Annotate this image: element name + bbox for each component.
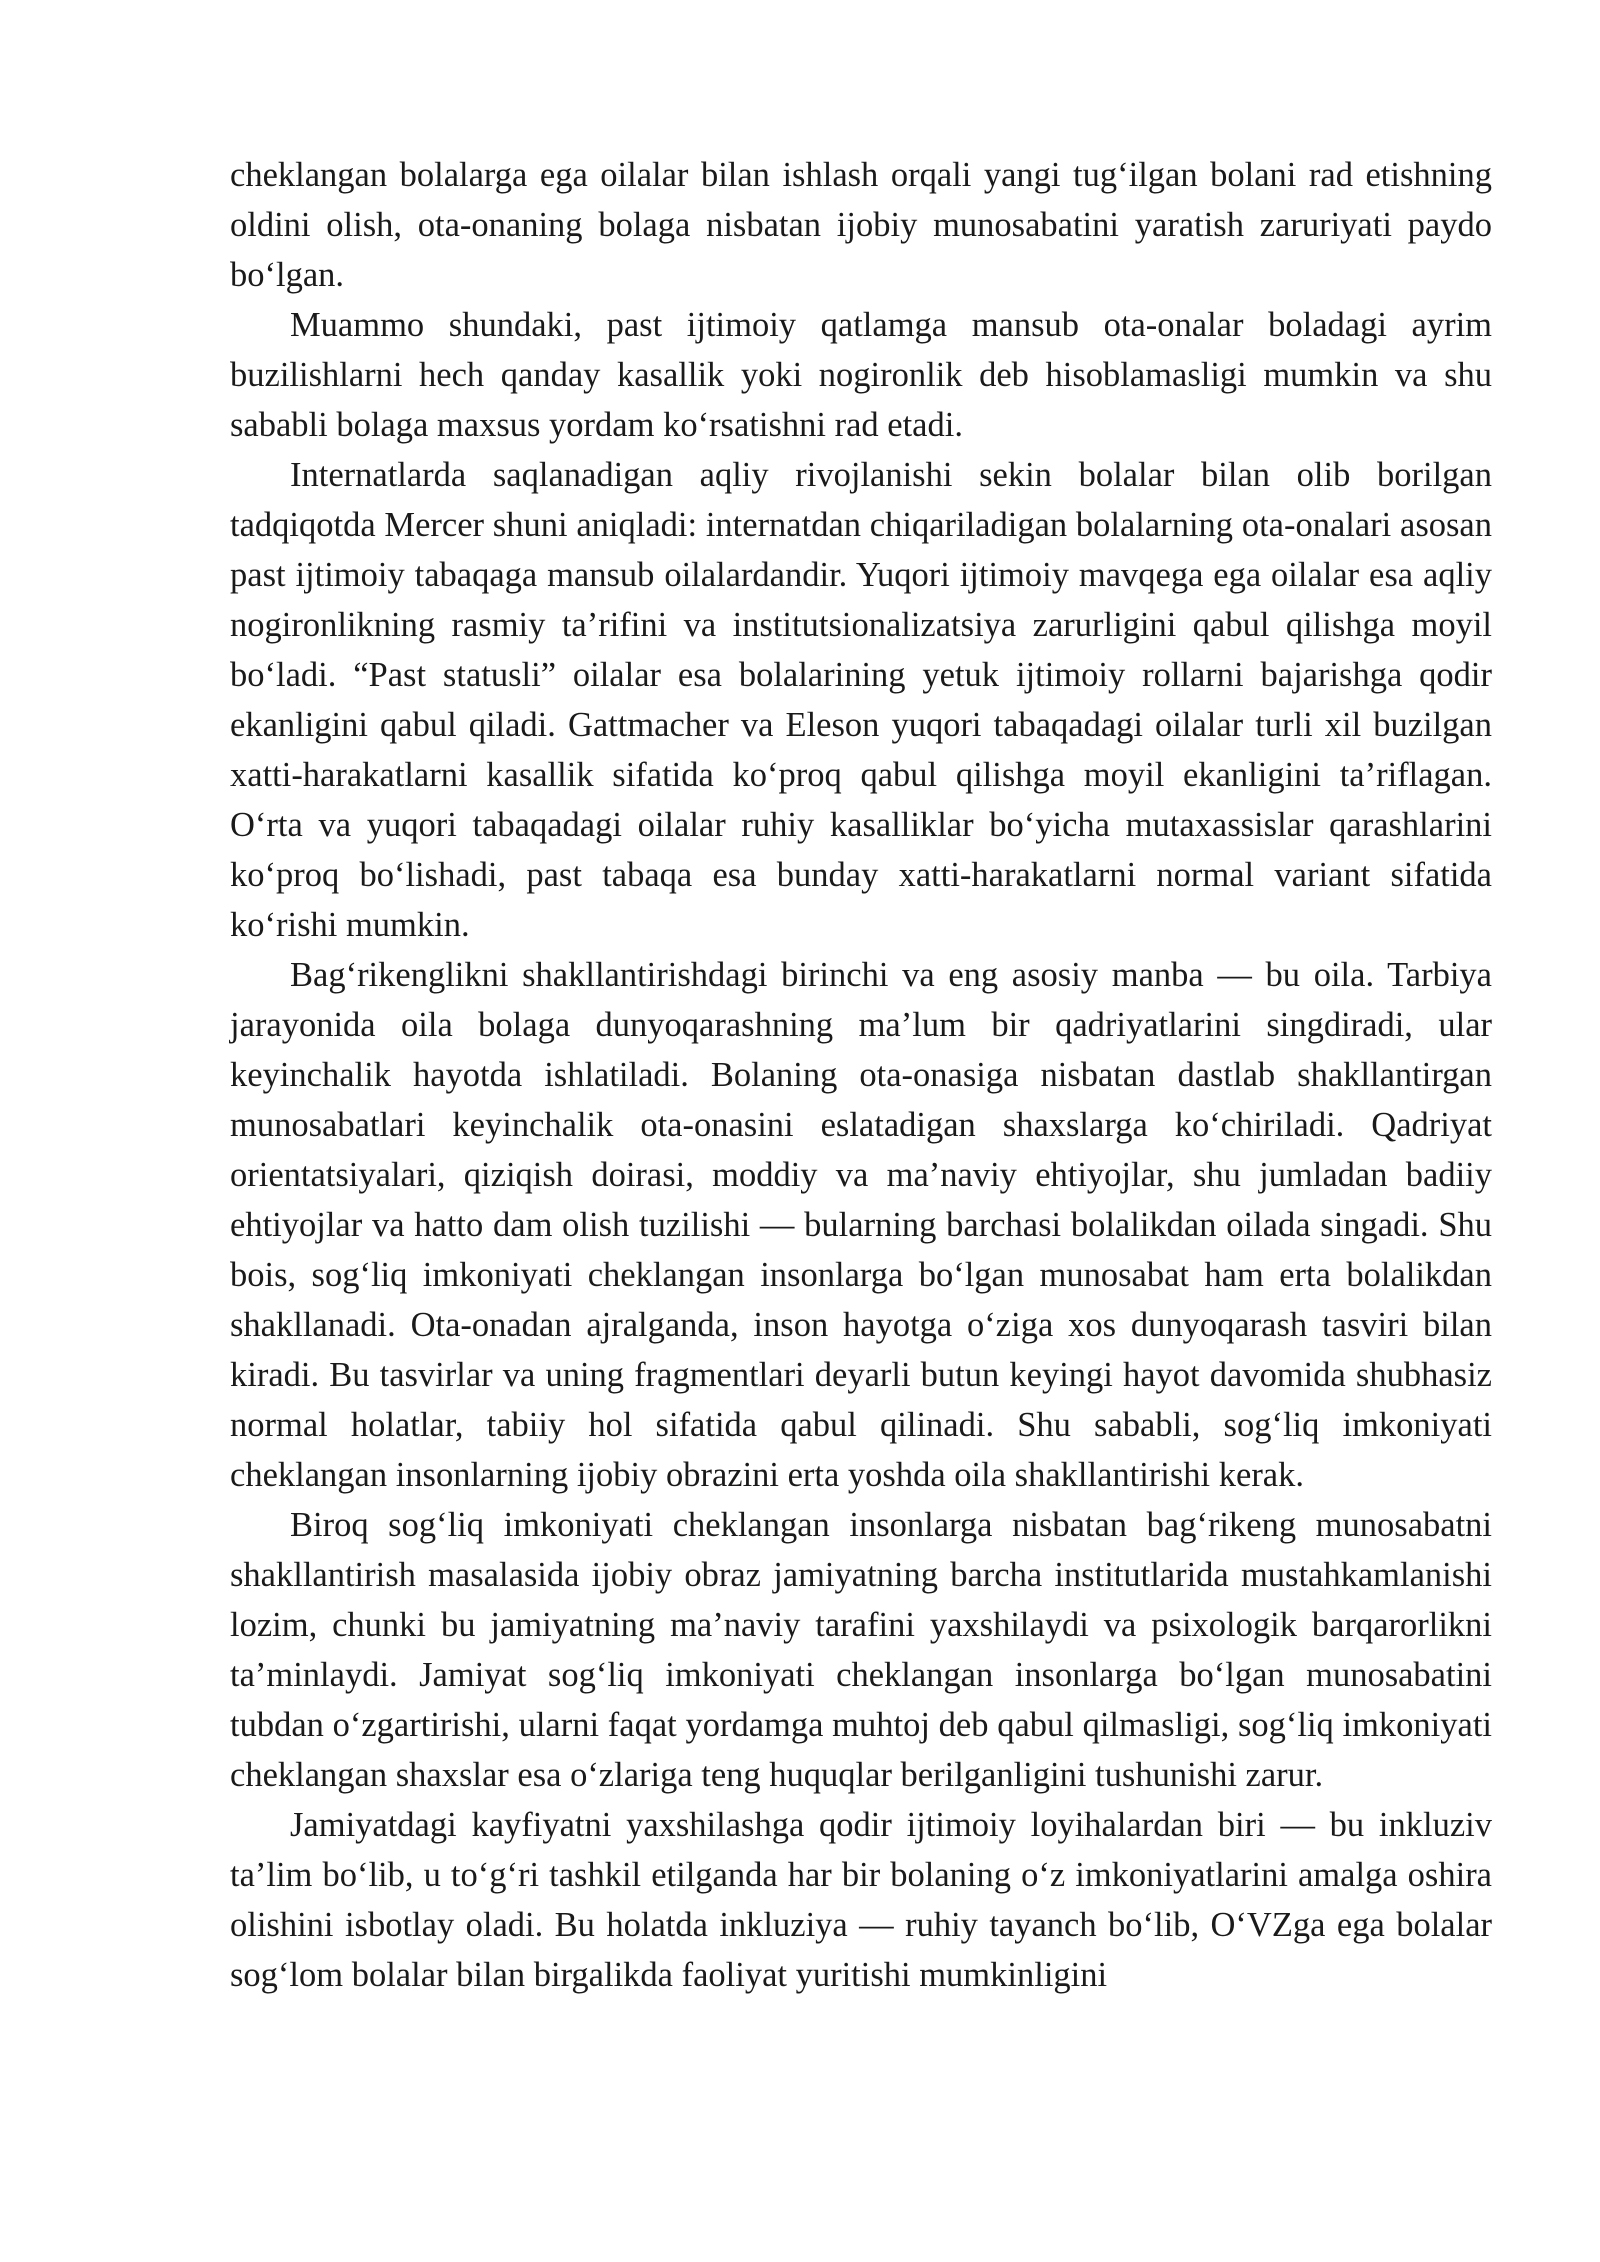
paragraph-1: cheklangan bolalarga ega oilalar bilan ishlash orqali yangi tug‘ilgan bolani rad etishning oldini olish, ota-onaning bolaga nisbatan ijobiy munosabatini yaratish zaruriyati paydo bo‘lgan. [230,156,1492,294]
document-page [230,150,1492,2000]
paragraph-2: Muammo shundaki, past ijtimoiy qatlamga mansub ota-onalar boladagi ayrim buzilishlarni hech qanday kasallik yoki nogironlik deb hisoblamasligi mumkin va shu sababli bolaga maxsus yordam ko‘rsatishni rad etadi. [230,306,1492,444]
paragraph-3: Internatlarda saqlanadigan aqliy rivojlanishi sekin bolalar bilan olib borilgan tadqiqotda Mercer shuni aniqladi: internatdan chiqariladigan bolalarning ota-onalari asosan past ijtimoiy tabaqaga mansub oilalardandir. Yuqori ijtimoiy mavqega ega oilalar esa aqliy nogironlikning rasmiy ta’rifini va institutsionalizatsiya zarurligini qabul qilishga moyil bo‘ladi. “Past statusli” oilalar esa bolalarining yetuk ijtimoiy rollarni bajarishga qodir ekanligini qabul qiladi. Gattmacher va Eleson yuqori tabaqadagi oilalar turli xil buzilgan xatti-harakatlarni kasallik sifatida ko‘proq qabul qilishga moyil ekanligini ta’riflagan. O‘rta va yuqori tabaqadagi oilalar ruhiy kasalliklar bo‘yicha mutaxassislar qarashlarini ko‘proq bo‘lishadi, past tabaqa esa bunday xatti-harakatlarni normal variant sifatida ko‘rishi mumkin. [230,456,1492,944]
paragraph-6: Jamiyatdagi kayfiyatni yaxshilashga qodir ijtimoiy loyihalardan biri — bu inkluziv ta’lim bo‘lib, u to‘g‘ri tashkil etilganda har bir bolaning o‘z imkoniyatlarini amalga oshira olishini isbotlay oladi. Bu holatda inkluziya — ruhiy tayanch bo‘lib, O‘VZga ega bolalar sog‘lom bolalar bilan birgalikda faoliyat yuritishi mumkinligini [230,1806,1492,1994]
paragraph-4: Bag‘rikenglikni shakllantirishdagi birinchi va eng asosiy manba — bu oila. Tarbiya jarayonida oila bolaga dunyoqarashning ma’lum bir qadriyatlarini singdiradi, ular keyinchalik hayotda ishlatiladi. Bolaning ota-onasiga nisbatan dastlab shakllantirgan munosabatlari keyinchalik ota-onasini eslatadigan shaxslarga ko‘chiriladi. Qadriyat orientatsiyalari, qiziqish doirasi, moddiy va ma’naviy ehtiyojlar, shu jumladan badiiy ehtiyojlar va hatto dam olish tuzilishi — bularning barchasi bolalikdan oilada singadi. Shu bois, sog‘liq imkoniyati cheklangan insonlarga bo‘lgan munosabat ham erta bolalikdan shakllanadi. Ota-onadan ajralganda, inson hayotga o‘ziga xos dunyoqarash tasviri bilan kiradi. Bu tasvirlar va uning fragmentlari deyarli butun keyingi hayot davomida shubhasiz normal holatlar, tabiiy hol sifatida qabul qilinadi. Shu sababli, sog‘liq imkoniyati cheklangan insonlarning ijobiy obrazini erta yoshda oila shakllantirishi kerak. [230,956,1492,1494]
paragraph-5: Biroq sog‘liq imkoniyati cheklangan insonlarga nisbatan bag‘rikeng munosabatni shakllantirish masalasida ijobiy obraz jamiyatning barcha institutlarida mustahkamlanishi lozim, chunki bu jamiyatning ma’naviy tarafini yaxshilaydi va psixologik barqarorlikni ta’minlaydi. Jamiyat sog‘liq imkoniyati cheklangan insonlarga bo‘lgan munosabatini tubdan o‘zgartirishi, ularni faqat yordamga muhtoj deb qabul qilmasligi, sog‘liq imkoniyati cheklangan shaxslar esa o‘zlariga teng huquqlar berilganligini tushunishi zarur. [230,1506,1492,1794]
